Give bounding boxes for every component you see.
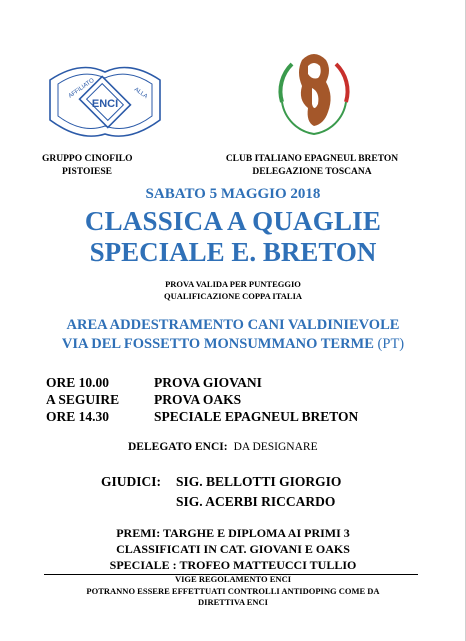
schedule-time: ORE 10.00 xyxy=(46,375,110,390)
organizer-right-line1: CLUB ITALIANO EPAGNEUL BRETON xyxy=(225,154,399,164)
schedule-row xyxy=(0,392,466,408)
location-address: VIA DEL FOSSETTO MONSUMMANO TERME xyxy=(61,336,374,352)
organizer-left-line2: PISTOIESE xyxy=(62,167,112,177)
footer-line3: DIRETTIVA ENCI xyxy=(198,597,268,607)
location-province: (PT) xyxy=(377,336,405,352)
svg-text:ALLA: ALLA xyxy=(132,86,149,101)
delegato-label: DELEGATO ENCI: xyxy=(128,441,228,453)
event-date: SABATO 5 MAGGIO 2018 xyxy=(145,186,321,202)
svg-text:AFFILIATO: AFFILIATO xyxy=(67,77,96,100)
organizer-left-line1: GRUPPO CINOFILO xyxy=(42,154,133,164)
schedule-row xyxy=(0,375,466,391)
footer-line2: POTRANNO ESSERE EFFETTUATI CONTROLLI ANTIDOPING COME DA xyxy=(86,586,380,596)
event-title-line1: CLASSICA A QUAGLIE xyxy=(84,206,382,236)
delegato-line xyxy=(128,441,318,453)
location-line2 xyxy=(0,336,466,353)
prova-note-line1: PROVA VALIDA PER PUNTEGGIO xyxy=(165,279,301,289)
judge-name: SIG. BELLOTTI GIORGIO xyxy=(176,474,342,489)
location-line1: AREA ADDESTRAMENTO CANI VALDINIEVOLE xyxy=(66,317,400,333)
judge-name: SIG. ACERBI RICCARDO xyxy=(176,494,336,509)
event-title-line2: SPECIALE E. BRETON xyxy=(89,237,377,267)
footer-line1: VIGE REGOLAMENTO ENCI xyxy=(174,574,292,584)
prizes-line3: SPECIALE : TROFEO MATTEUCCI TULLIO xyxy=(109,558,357,572)
organizer-right-line2: DELEGAZIONE TOSCANA xyxy=(252,167,372,177)
prova-note xyxy=(0,278,466,302)
prizes-line2: CLASSIFICATI IN CAT. GIOVANI E OAKS xyxy=(116,542,350,556)
schedule-time: A SEGUIRE xyxy=(46,392,120,407)
prova-note-line2: QUALIFICAZIONE COPPA ITALIA xyxy=(163,291,303,301)
schedule-event: PROVA GIOVANI xyxy=(154,375,262,390)
schedule-row xyxy=(0,409,466,425)
enci-affiliate-badge-icon xyxy=(40,58,170,146)
epagneul-breton-dog-icon xyxy=(268,42,360,144)
organizer-left xyxy=(42,153,162,179)
delegato-value: DA DESIGNARE xyxy=(233,441,318,453)
schedule-time: ORE 14.30 xyxy=(46,409,110,424)
schedule-event: PROVA OAKS xyxy=(154,392,242,407)
svg-text:ENCI: ENCI xyxy=(91,98,119,110)
prizes-line1: PREMI: TARGHE E DIPLOMA AI PRIMI 3 xyxy=(116,526,350,540)
judges-label: GIUDICI: xyxy=(101,474,162,489)
schedule-event: SPECIALE EPAGNEUL BRETON xyxy=(154,409,359,424)
organizer-right xyxy=(218,153,406,179)
